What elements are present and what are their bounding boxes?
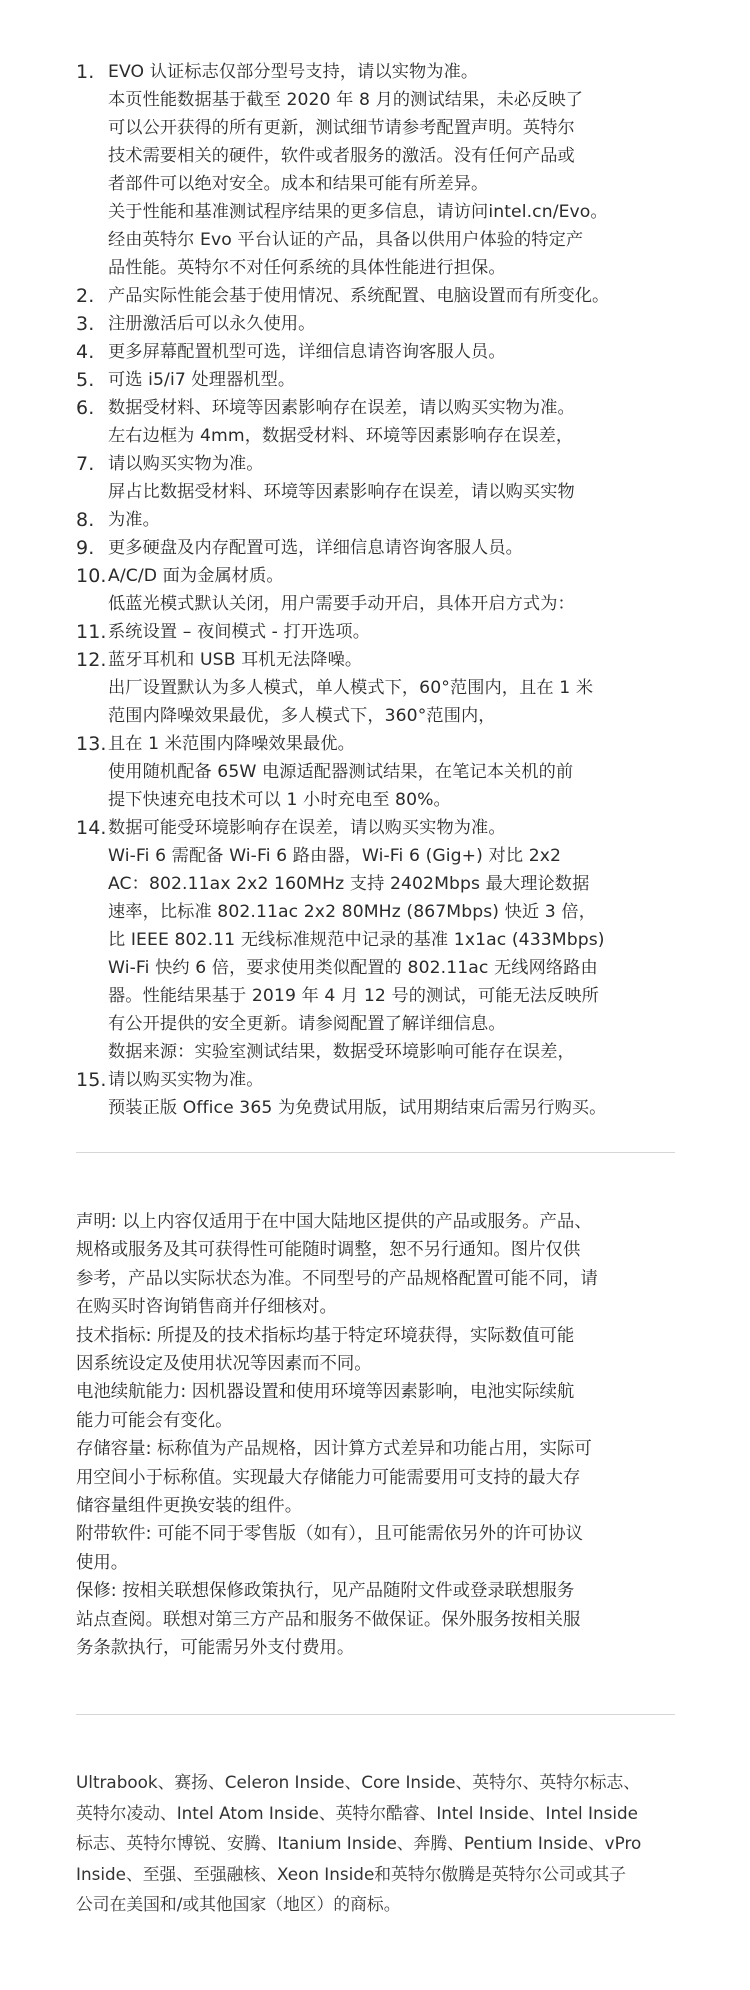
footnote-item — [76, 310, 676, 338]
footnote-text — [108, 590, 676, 646]
footnote-line: 数据受材料、环境等因素影响存在误差，请以购买实物为准。 — [108, 398, 575, 418]
footnote-line: 者部件可以绝对安全。成本和结果可能有所差异。 — [108, 174, 489, 194]
disclaimer-line: 因系统设定及使用状况等因素而不同。 — [76, 1354, 372, 1375]
footnote-text — [108, 310, 676, 338]
footnotes-list — [76, 58, 676, 1122]
footnote-line: 请以购买实物为准。 — [108, 1070, 264, 1090]
disclaimer-line: 规格或服务及其可获得性可能随时调整，恕不另行通知。图片仅供 — [76, 1240, 581, 1261]
footnote-item — [76, 562, 676, 590]
footnote-number: 4. — [76, 341, 95, 363]
section-divider — [76, 1714, 675, 1715]
footnote-text — [108, 674, 676, 758]
disclaimer-line: 储容量组件更换安装的组件。 — [76, 1496, 303, 1517]
footnote-line: 请以购买实物为准。 — [108, 454, 264, 474]
footnote-line: 器。性能结果基于 2019 年 4 月 12 号的测试，可能无法反映所 — [108, 986, 599, 1006]
footnote-line: EVO 认证标志仅部分型号支持，请以实物为准。 — [108, 62, 479, 82]
disclaimer-line: 声明: 以上内容仅适用于在中国大陆地区提供的产品或服务。产品、 — [76, 1212, 592, 1232]
footnote-line: 范围内降噪效果最优，多人模式下，360°范围内， — [108, 706, 496, 726]
footnote-item — [76, 674, 676, 758]
disclaimer-battery — [76, 1378, 676, 1435]
footnote-number — [76, 1094, 108, 1122]
footnote-line: 产品实际性能会基于使用情况、系统配置、电脑设置而有所变化。 — [108, 286, 610, 306]
footnote-text — [108, 758, 676, 842]
footnote-line: 为准。 — [108, 510, 160, 530]
footnote-line: 速率，比标准 802.11ac 2x2 80MHz (867Mbps) 快近 3 倍， — [108, 902, 596, 922]
disclaimer-line: 站点查阅。联想对第三方产品和服务不做保证。保外服务按相关服 — [76, 1609, 581, 1630]
footnote-number: 12. — [76, 649, 107, 671]
footnote-number: 14. — [76, 817, 107, 839]
footnote-text — [108, 422, 676, 478]
footnote-line: 关于性能和基准测试程序结果的更多信息，请访问intel.cn/Evo。 — [108, 202, 608, 222]
footnote-text — [108, 366, 676, 394]
disclaimer-line: 电池续航能力: 因机器设置和使用环境等因素影响，电池实际续航 — [76, 1382, 575, 1403]
disclaimer-statement — [76, 1208, 676, 1322]
footnote-line: A/C/D 面为金属材质。 — [108, 566, 284, 586]
footnote-line: 更多硬盘及内存配置可选，详细信息请咨询客服人员。 — [108, 538, 523, 558]
footnote-line: 本页性能数据基于截至 2020 年 8 月的测试结果，未必反映了 — [108, 90, 584, 110]
footnote-line: 注册激活后可以永久使用。 — [108, 314, 316, 334]
footnote-number: 5. — [76, 369, 95, 391]
trademark-line: 英特尔凌动、Intel Atom Inside、英特尔酷睿、Intel Inside、Intel Inside — [76, 1802, 639, 1823]
footnote-line: 数据来源：实验室测试结果，数据受环境影响可能存在误差， — [108, 1042, 575, 1062]
disclaimer-line: 存储容量: 标称值为产品规格，因计算方式差异和功能占用，实际可 — [76, 1439, 592, 1460]
footnote-text — [108, 1094, 676, 1122]
footnote-number: 8. — [76, 509, 95, 531]
disclaimer-warranty — [76, 1577, 676, 1662]
footnote-line: 可选 i5/i7 处理器机型。 — [108, 370, 296, 390]
footnote-number: 13. — [76, 733, 107, 755]
footnote-line: Wi-Fi 快约 6 倍，要求使用类似配置的 802.11ac 无线网络路由 — [108, 958, 598, 978]
footnote-text — [108, 534, 676, 562]
footnote-line: 屏占比数据受材料、环境等因素影响存在误差，请以购买实物 — [108, 482, 575, 502]
footnote-text — [108, 282, 676, 310]
footnote-item — [76, 1038, 676, 1094]
trademark-line: 公司在美国和/或其他国家（地区）的商标。 — [76, 1894, 401, 1915]
footnote-item — [76, 422, 676, 478]
footnote-line: 低蓝光模式默认关闭，用户需要手动开启，具体开启方式为： — [108, 594, 575, 614]
disclaimer-line: 在购买时咨询销售商并仔细核对。 — [76, 1297, 337, 1318]
footnote-line: 系统设置 – 夜间模式 - 打开选项。 — [108, 622, 370, 642]
disclaimer-storage — [76, 1435, 676, 1520]
footnote-line: 出厂设置默认为多人模式，单人模式下，60°范围内，且在 1 米 — [108, 678, 594, 698]
footnote-number — [76, 842, 108, 1038]
disclaimer-line: 参考，产品以实际状态为准。不同型号的产品规格配置可能不同，请 — [76, 1268, 598, 1289]
footnote-line: 品性能。英特尔不对任何系统的具体性能进行担保。 — [108, 258, 506, 278]
disclaimer-tech-specs — [76, 1322, 676, 1379]
footnote-text — [108, 1038, 676, 1094]
footnote-number: 11. — [76, 621, 107, 643]
footnote-item — [76, 534, 676, 562]
footnote-number: 7. — [76, 453, 95, 475]
disclaimer-line: 技术指标: 所提及的技术指标均基于特定环境获得，实际数值可能 — [76, 1325, 575, 1346]
footnote-number: 1. — [76, 61, 95, 83]
footnote-number: 10. — [76, 565, 107, 587]
footnote-line: 有公开提供的安全更新。请参阅配置了解详细信息。 — [108, 1014, 506, 1034]
footnote-line: 且在 1 米范围内降噪效果最优。 — [108, 734, 355, 754]
footnote-line: 数据可能受环境影响存在误差，请以购买实物为准。 — [108, 818, 506, 838]
disclaimer-software — [76, 1520, 676, 1577]
disclaimer-line: 能力可能会有变化。 — [76, 1410, 233, 1431]
footnote-text — [108, 646, 676, 674]
footnote-line: 蓝牙耳机和 USB 耳机无法降噪。 — [108, 650, 363, 670]
footnote-item — [76, 366, 676, 394]
footnote-item — [76, 394, 676, 422]
footnote-line: Wi-Fi 6 需配备 Wi-Fi 6 路由器，Wi-Fi 6 (Gig+) 对比 2x2 — [108, 846, 562, 866]
footnote-item — [76, 338, 676, 366]
footnote-number: 6. — [76, 397, 95, 419]
section-divider — [76, 1152, 675, 1153]
footnote-item — [76, 646, 676, 674]
disclaimer-line: 附带软件: 可能不同于零售版（如有），且可能需依另外的许可协议 — [76, 1524, 584, 1545]
footnote-item — [76, 1094, 676, 1122]
footnote-item — [76, 58, 676, 282]
footnote-text — [108, 478, 676, 534]
footnote-text — [108, 338, 676, 366]
footnote-number: 3. — [76, 313, 95, 335]
footnote-line: AC：802.11ax 2x2 160MHz 支持 2402Mbps 最大理论数据 — [108, 874, 590, 894]
disclaimer-line: 务条款执行，可能需另外支付费用。 — [76, 1638, 355, 1659]
footnote-line: 左右边框为 4mm，数据受材料、环境等因素影响存在误差， — [108, 426, 574, 446]
footnote-number: 15. — [76, 1069, 107, 1091]
footnote-text — [108, 562, 676, 590]
footnote-item — [76, 758, 676, 842]
footnote-item — [76, 842, 676, 1038]
footnote-number: 9. — [76, 537, 95, 559]
footnote-item — [76, 478, 676, 534]
footnote-number: 2. — [76, 285, 95, 307]
footnote-line: 比 IEEE 802.11 无线标准规范中记录的基准 1x1ac (433Mbps) — [108, 930, 605, 950]
trademark-line: 标志、英特尔博锐、安腾、Itanium Inside、奔腾、Pentium Inside、vPro — [76, 1833, 642, 1854]
footnote-line: 可以公开获得的所有更新，测试细节请参考配置声明。英特尔 — [108, 118, 575, 138]
footnote-text — [108, 842, 676, 1038]
footnote-item — [76, 590, 676, 646]
trademark-line: Inside、至强、至强融核、Xeon Inside和英特尔傲腾是英特尔公司或其子 — [76, 1863, 626, 1884]
trademark-notice — [76, 1767, 676, 1920]
footnote-line: 经由英特尔 Evo 平台认证的产品，具备以供用户体验的特定产 — [108, 230, 584, 250]
trademark-line: Ultrabook、赛扬、Celeron Inside、Core Inside、英特尔、英特尔标志、 — [76, 1772, 641, 1792]
footnote-item — [76, 282, 676, 310]
footnote-line: 更多屏幕配置机型可选，详细信息请咨询客服人员。 — [108, 342, 506, 362]
footnote-line: 使用随机配备 65W 电源适配器测试结果，在笔记本关机的前 — [108, 762, 574, 782]
disclaimer-line: 用空间小于标称值。实现最大存储能力可能需要用可支持的最大存 — [76, 1467, 581, 1488]
footnote-line: 提下快速充电技术可以 1 小时充电至 80%。 — [108, 790, 451, 810]
footnote-line: 技术需要相关的硬件，软件或者服务的激活。没有任何产品或 — [108, 146, 575, 166]
disclaimer-line: 使用。 — [76, 1552, 129, 1573]
disclaimer-line: 保修: 按相关联想保修政策执行，见产品随附文件或登录联想服务 — [76, 1581, 575, 1602]
footnote-text — [108, 394, 676, 422]
footnote-line: 预装正版 Office 365 为免费试用版，试用期结束后需另行购买。 — [108, 1098, 607, 1118]
footnote-text — [108, 58, 676, 282]
disclaimer-section — [76, 1208, 676, 1663]
